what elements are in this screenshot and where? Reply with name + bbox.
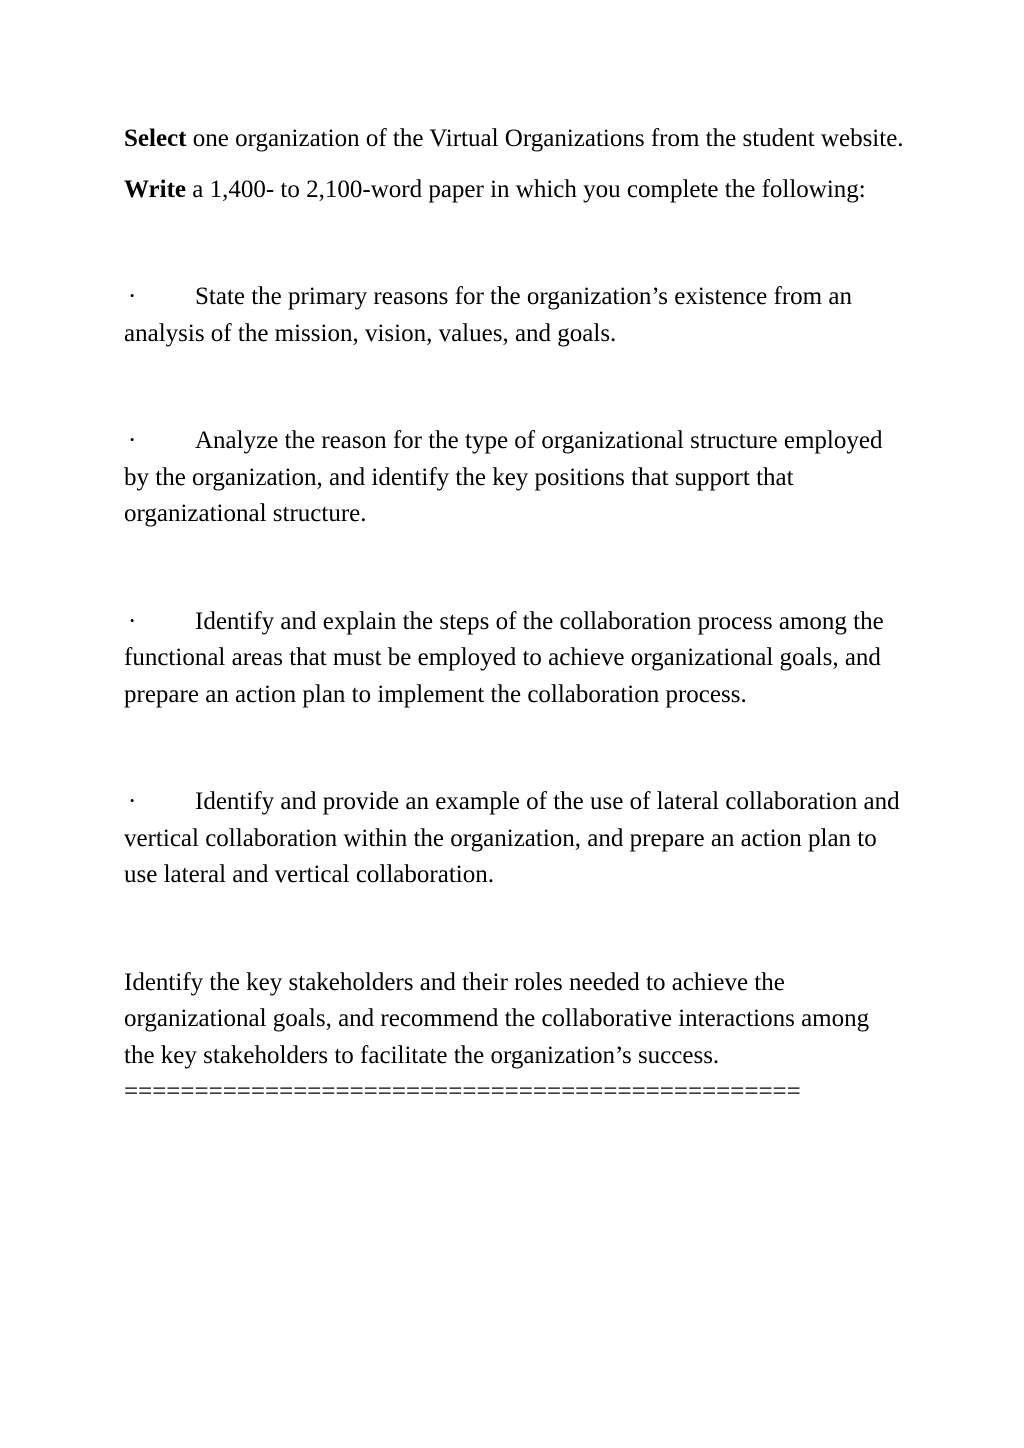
bullet-item-2 [124, 423, 904, 533]
spacer [124, 894, 904, 965]
intro-paragraph-write [124, 172, 904, 209]
bullet-marker: · [128, 788, 137, 815]
bullet-item-1 [124, 279, 904, 352]
intro-text-write: a 1,400- to 2,100-word paper in which you complete the following: [186, 175, 866, 203]
spacer [124, 713, 904, 784]
bullet-text-2: Analyze the reason for the type of organizational structure employed by the organization, and identify the key positions that support that organizational structure. [124, 427, 883, 527]
bullet-text-3: Identify and explain the steps of the collaboration process among the functional areas that must be employed to achieve organizational goals, and prepare an action plan to implement the collaboration process. [124, 607, 884, 708]
bullet-item-4 [124, 784, 904, 894]
bullet-marker: · [128, 427, 137, 454]
bullet-marker: · [128, 283, 137, 310]
bullet-text-4: Identify and provide an example of the use of lateral collaboration and vertical collaboration within the organization, and prepare an action plan to use lateral and vertical collaboration. [124, 788, 900, 888]
bullet-item-3 [124, 604, 904, 714]
document-body [124, 121, 904, 1111]
separator-line: ================================================ [124, 1078, 801, 1105]
intro-paragraph-select [124, 121, 904, 158]
spacer [124, 352, 904, 423]
spacer [124, 533, 904, 604]
closing-paragraph: Identify the key stakeholders and their roles needed to achieve the organizational goals, and recommend the collaborative interactions among the key stakeholders to facilitate the organization’s success. [124, 968, 870, 1069]
bullet-marker: · [128, 607, 137, 635]
intro-lead-write: Write [124, 175, 187, 203]
intro-text-select: one organization of the Virtual Organizations from the student website. [186, 125, 904, 152]
bullet-text-1: State the primary reasons for the organization’s existence from an analysis of the mission, vision, values, and goals. [124, 283, 852, 347]
intro-lead-select: Select [124, 125, 187, 152]
spacer [124, 208, 904, 279]
